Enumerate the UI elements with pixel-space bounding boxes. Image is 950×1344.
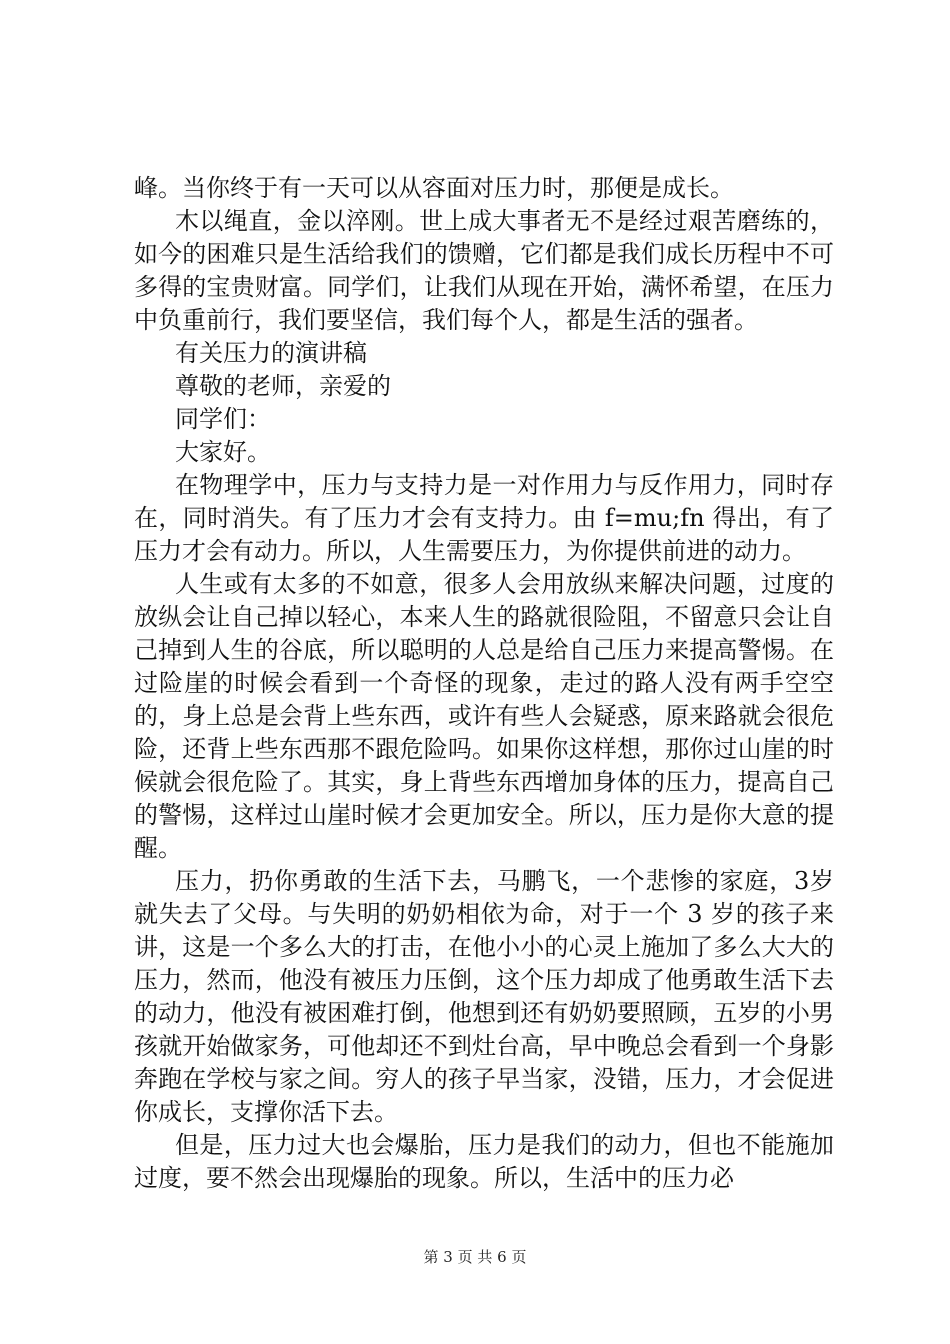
salutation-line: 同学们：: [175, 405, 271, 433]
speech-title: 有关压力的演讲稿: [175, 339, 367, 367]
paragraph-continuation: 峰。当你终于有一天可以从容面对压力时，那便是成长。: [134, 174, 734, 202]
page-footer: [0, 1246, 950, 1267]
paragraph: 但是，压力过大也会爆胎，压力是我们的动力，但也不能施加过度，要不然会出现爆胎的现象。所以，生活中的压力必: [134, 1131, 834, 1192]
paragraph: 木以绳直，金以淬刚。世上成大事者无不是经过艰苦磨练的，如今的困难只是生活给我们的馈赠，它们都是我们成长历程中不可多得的宝贵财富。同学们，让我们从现在开始，满怀希望，在压力中负重前行，我们要坚信，我们每个人，都是生活的强者。: [134, 207, 834, 334]
page-number-label: 第 3 页 共 6 页: [423, 1248, 527, 1266]
paragraph: 人生或有太多的不如意，很多人会用放纵来解决问题，过度的放纵会让自己掉以轻心，本来人生的路就很险阻，不留意只会让自己掉到人生的谷底，所以聪明的人总是给自己压力来提高警惕。在过险崖的时候会看到一个奇怪的现象，走过的路人没有两手空空的，身上总是会背上些东西，或许有些人会疑惑，原来路就会很危险，还背上些东西那不跟危险吗。如果你这样想，那你过山崖的时候就会很危险了。其实，身上背些东西增加身体的压力，提高自己的警惕，这样过山崖时候才会更加安全。所以，压力是你大意的提醒。: [134, 570, 834, 862]
paragraph: 压力，扔你勇敢的生活下去，马鹏飞，一个悲惨的家庭，3岁就失去了父母。与失明的奶奶相依为命，对于一个 3 岁的孩子来讲，这是一个多么大的打击，在他小小的心灵上施加了多么大大的压力，然而，他没有被压力压倒，这个压力却成了他勇敢生活下去的动力，他没有被困难打倒，他想到还有奶奶要照顾，五岁的小男孩就开始做家务，可他却还不到灶台高，早中晚总会看到一个身影奔跑在学校与家之间。穷人的孩子早当家，没错，压力，才会促进你成长，支撑你活下去。: [134, 867, 834, 1126]
salutation-line: 尊敬的老师，亲爱的: [175, 372, 391, 400]
paragraph: 在物理学中，压力与支持力是一对作用力与反作用力，同时存在，同时消失。有了压力才会有支持力。由 f=mu;fn 得出，有了压力才会有动力。所以，人生需要压力，为你提供前进的动力。: [134, 471, 834, 565]
greeting-line: 大家好。: [175, 438, 271, 466]
document-body: [134, 172, 834, 1195]
